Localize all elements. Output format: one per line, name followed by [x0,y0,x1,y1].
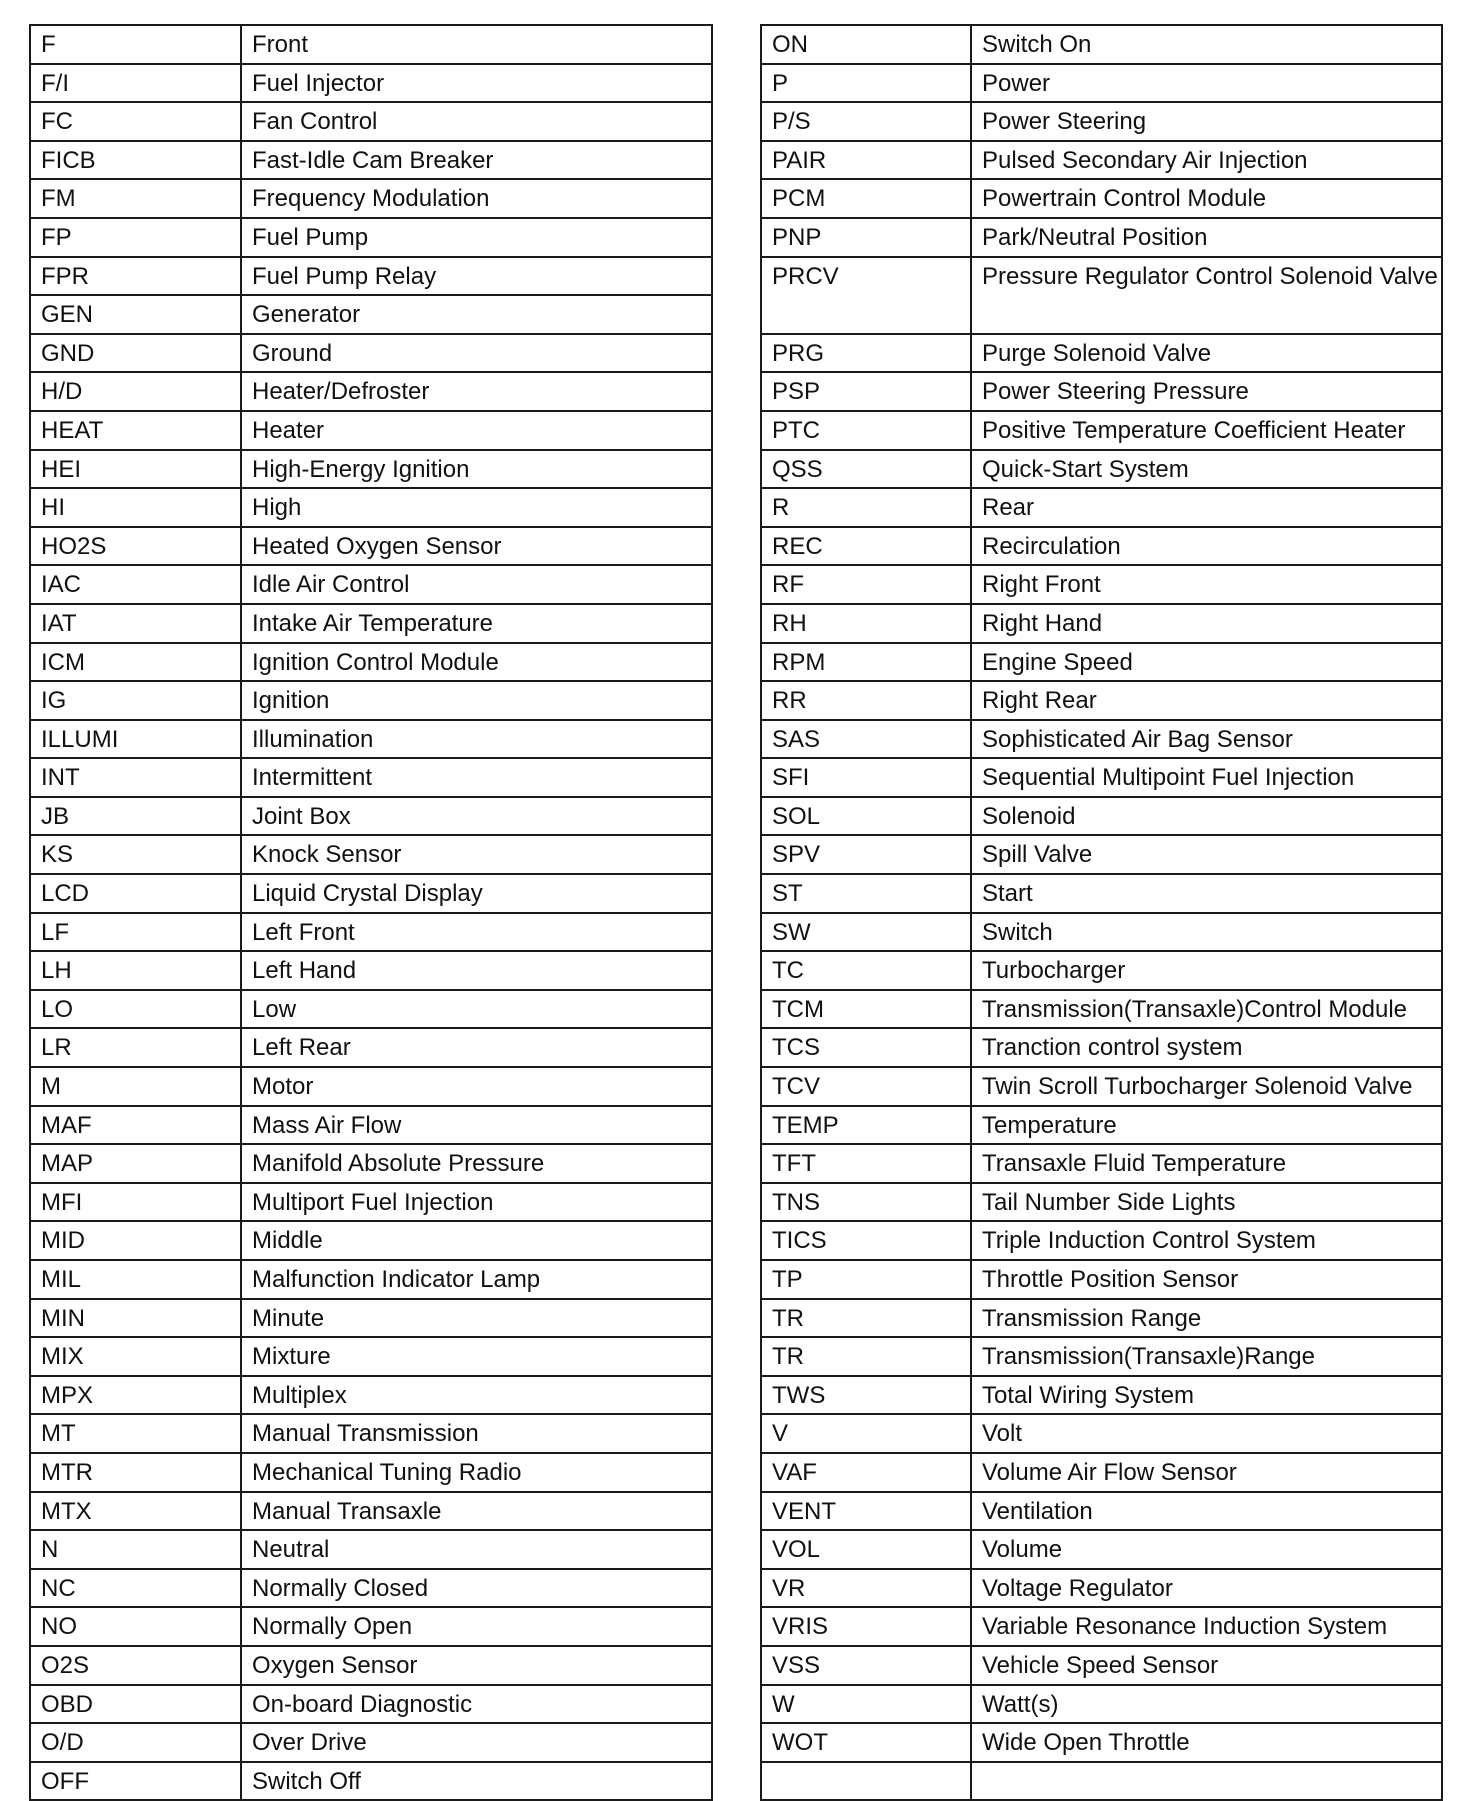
abbreviation-code: TFT [761,1144,971,1183]
table-row [761,604,1442,643]
table-row [761,372,1442,411]
table-row [761,1607,1442,1646]
abbreviation-code: HO2S [30,527,241,566]
abbreviation-meaning: Motor [241,1067,712,1106]
abbreviation-meaning: Normally Open [241,1607,712,1646]
abbreviation-meaning: Multiplex [241,1376,712,1415]
abbreviation-meaning: Ignition Control Module [241,643,712,682]
table-row [761,643,1442,682]
abbreviation-code: PNP [761,218,971,257]
abbreviation-code: VOL [761,1530,971,1569]
table-row [30,1376,712,1415]
abbreviation-code: OFF [30,1762,241,1801]
abbreviation-table-left-body [30,25,712,1800]
table-row [761,835,1442,874]
abbreviation-code: RR [761,681,971,720]
abbreviation-meaning: Purge Solenoid Valve [971,334,1442,373]
table-row [761,141,1442,180]
abbreviation-meaning: Turbocharger [971,951,1442,990]
table-row [30,643,712,682]
abbreviation-code: GND [30,334,241,373]
abbreviation-code: TR [761,1299,971,1338]
abbreviation-meaning: Fuel Injector [241,64,712,103]
abbreviation-meaning: Ground [241,334,712,373]
abbreviation-code: F [30,25,241,64]
abbreviation-meaning: Power Steering [971,102,1442,141]
abbreviation-code: PAIR [761,141,971,180]
abbreviation-code: MPX [30,1376,241,1415]
abbreviation-meaning: Fan Control [241,102,712,141]
table-row [30,141,712,180]
abbreviation-code [761,1762,971,1801]
abbreviation-meaning: Sequential Multipoint Fuel Injection [971,758,1442,797]
abbreviation-code: REC [761,527,971,566]
abbreviation-meaning: Joint Box [241,797,712,836]
table-row [761,179,1442,218]
abbreviation-meaning: Frequency Modulation [241,179,712,218]
table-row [30,295,712,334]
table-row [30,450,712,489]
abbreviation-meaning: Power Steering Pressure [971,372,1442,411]
abbreviation-meaning: Pressure Regulator Control Solenoid Valve [971,257,1442,334]
abbreviation-meaning: Throttle Position Sensor [971,1260,1442,1299]
abbreviation-code: F/I [30,64,241,103]
abbreviation-meaning: Right Rear [971,681,1442,720]
abbreviation-code: FC [30,102,241,141]
abbreviation-code: LR [30,1028,241,1067]
table-row [30,1607,712,1646]
table-row [30,1106,712,1145]
abbreviation-code: IAC [30,565,241,604]
table-row [30,797,712,836]
abbreviation-meaning: Switch On [971,25,1442,64]
abbreviation-meaning: Rear [971,488,1442,527]
abbreviation-meaning: Wide Open Throttle [971,1723,1442,1762]
table-row [761,1569,1442,1608]
table-row [761,218,1442,257]
abbreviation-code: TCV [761,1067,971,1106]
abbreviation-code: MT [30,1414,241,1453]
abbreviation-code: FP [30,218,241,257]
abbreviation-code: MTX [30,1492,241,1531]
table-row [761,1414,1442,1453]
abbreviation-meaning: Powertrain Control Module [971,179,1442,218]
abbreviation-meaning: Mass Air Flow [241,1106,712,1145]
abbreviation-meaning: Malfunction Indicator Lamp [241,1260,712,1299]
abbreviation-code: SOL [761,797,971,836]
table-row [30,1028,712,1067]
abbreviation-meaning: Fuel Pump Relay [241,257,712,296]
table-row [30,1530,712,1569]
abbreviation-meaning: Illumination [241,720,712,759]
abbreviation-meaning: Volume [971,1530,1442,1569]
abbreviation-code: P [761,64,971,103]
abbreviation-code: MID [30,1221,241,1260]
abbreviation-code: PCM [761,179,971,218]
table-row [30,527,712,566]
table-row [761,1221,1442,1260]
table-row [30,1260,712,1299]
table-row [761,1337,1442,1376]
abbreviation-meaning: Generator [241,295,712,334]
abbreviation-meaning: Switch Off [241,1762,712,1801]
abbreviation-code: PRG [761,334,971,373]
table-row [30,1221,712,1260]
abbreviation-code: ILLUMI [30,720,241,759]
abbreviation-code: TEMP [761,1106,971,1145]
abbreviation-code: MFI [30,1183,241,1222]
abbreviation-meaning: Engine Speed [971,643,1442,682]
abbreviation-meaning: Tranction control system [971,1028,1442,1067]
abbreviation-code: MAF [30,1106,241,1145]
table-row [30,1723,712,1762]
table-row [761,64,1442,103]
abbreviation-code: TCS [761,1028,971,1067]
abbreviation-code: R [761,488,971,527]
abbreviation-code: ST [761,874,971,913]
abbreviation-code: VSS [761,1646,971,1685]
abbreviation-meaning: Transaxle Fluid Temperature [971,1144,1442,1183]
abbreviation-meaning: Middle [241,1221,712,1260]
abbreviation-meaning: Twin Scroll Turbocharger Solenoid Valve [971,1067,1442,1106]
table-row [761,1723,1442,1762]
abbreviation-code: PSP [761,372,971,411]
abbreviation-code: FM [30,179,241,218]
abbreviation-code: LO [30,990,241,1029]
table-row [761,1183,1442,1222]
table-row [30,913,712,952]
table-row [761,257,1442,334]
table-row [30,758,712,797]
abbreviation-meaning: Positive Temperature Coefficient Heater [971,411,1442,450]
table-row [761,797,1442,836]
table-row [30,1144,712,1183]
abbreviation-meaning: Start [971,874,1442,913]
abbreviation-code: RH [761,604,971,643]
abbreviation-code: NO [30,1607,241,1646]
abbreviation-meaning: Liquid Crystal Display [241,874,712,913]
abbreviation-meaning: Heated Oxygen Sensor [241,527,712,566]
table-row [30,1685,712,1724]
abbreviation-table-left [29,24,713,1801]
abbreviation-meaning: Park/Neutral Position [971,218,1442,257]
abbreviation-code: PRCV [761,257,971,334]
table-row [761,913,1442,952]
abbreviation-code: GEN [30,295,241,334]
abbreviation-code: KS [30,835,241,874]
table-row [30,1453,712,1492]
abbreviation-meaning: Transmission(Transaxle)Range [971,1337,1442,1376]
table-row [761,1530,1442,1569]
abbreviation-meaning: Intermittent [241,758,712,797]
table-row [761,488,1442,527]
abbreviation-meaning: Over Drive [241,1723,712,1762]
table-row [30,1067,712,1106]
abbreviation-code: LCD [30,874,241,913]
abbreviation-code: N [30,1530,241,1569]
table-row [30,874,712,913]
table-row [30,25,712,64]
table-row [30,720,712,759]
abbreviation-code: TICS [761,1221,971,1260]
abbreviation-meaning: Ignition [241,681,712,720]
abbreviation-meaning: Neutral [241,1530,712,1569]
abbreviation-meaning: High-Energy Ignition [241,450,712,489]
table-row [30,1414,712,1453]
table-row [30,179,712,218]
table-row [761,1762,1442,1801]
abbreviation-code: O/D [30,1723,241,1762]
table-row [761,990,1442,1029]
table-row [30,604,712,643]
table-row [761,102,1442,141]
table-row [30,411,712,450]
abbreviation-code: VAF [761,1453,971,1492]
abbreviation-code: MIX [30,1337,241,1376]
table-row [761,1106,1442,1145]
table-row [761,951,1442,990]
abbreviation-meaning: Transmission(Transaxle)Control Module [971,990,1442,1029]
abbreviation-code: SPV [761,835,971,874]
abbreviation-code: MIL [30,1260,241,1299]
table-row [761,720,1442,759]
abbreviation-meaning: Volume Air Flow Sensor [971,1453,1442,1492]
abbreviation-code: VR [761,1569,971,1608]
abbreviation-meaning: Multiport Fuel Injection [241,1183,712,1222]
abbreviation-code: NC [30,1569,241,1608]
table-row [30,102,712,141]
table-row [30,372,712,411]
table-row [30,1646,712,1685]
table-row [30,1337,712,1376]
abbreviation-meaning: Tail Number Side Lights [971,1183,1442,1222]
abbreviation-code: MTR [30,1453,241,1492]
abbreviation-meaning: Mixture [241,1337,712,1376]
abbreviation-meaning: Heater [241,411,712,450]
abbreviation-meaning: Recirculation [971,527,1442,566]
abbreviation-meaning: Idle Air Control [241,565,712,604]
table-row [30,64,712,103]
table-row [761,1646,1442,1685]
table-row [30,835,712,874]
table-row [761,565,1442,604]
table-row [30,565,712,604]
abbreviation-code: OBD [30,1685,241,1724]
table-row [30,990,712,1029]
abbreviation-code: SFI [761,758,971,797]
table-row [30,488,712,527]
abbreviation-code: ON [761,25,971,64]
abbreviation-code: MIN [30,1299,241,1338]
abbreviation-meaning: Normally Closed [241,1569,712,1608]
abbreviation-code: MAP [30,1144,241,1183]
table-row [761,25,1442,64]
table-row [30,951,712,990]
abbreviation-code: LH [30,951,241,990]
abbreviation-code: TP [761,1260,971,1299]
abbreviation-meaning: Quick-Start System [971,450,1442,489]
table-row [761,411,1442,450]
abbreviation-code: VRIS [761,1607,971,1646]
abbreviation-meaning: Oxygen Sensor [241,1646,712,1685]
abbreviation-code: TC [761,951,971,990]
abbreviation-meaning: On-board Diagnostic [241,1685,712,1724]
table-row [761,681,1442,720]
abbreviation-code: IG [30,681,241,720]
abbreviation-code: IAT [30,604,241,643]
table-row [761,1492,1442,1531]
abbreviation-meaning: Switch [971,913,1442,952]
abbreviation-code: PTC [761,411,971,450]
abbreviation-table-right-body [761,25,1442,1800]
table-row [761,1299,1442,1338]
abbreviation-meaning: Manual Transmission [241,1414,712,1453]
table-row [761,1144,1442,1183]
table-row [761,758,1442,797]
abbreviation-code: FPR [30,257,241,296]
abbreviation-code: M [30,1067,241,1106]
abbreviation-code: SAS [761,720,971,759]
abbreviation-meaning: High [241,488,712,527]
table-row [761,1453,1442,1492]
abbreviation-meaning: Intake Air Temperature [241,604,712,643]
abbreviation-meaning: Minute [241,1299,712,1338]
table-row [30,1569,712,1608]
table-row [761,874,1442,913]
abbreviation-meaning: Transmission Range [971,1299,1442,1338]
abbreviation-code: LF [30,913,241,952]
abbreviation-code: RF [761,565,971,604]
abbreviation-meaning: Sophisticated Air Bag Sensor [971,720,1442,759]
abbreviation-code: HEAT [30,411,241,450]
table-row [30,334,712,373]
abbreviation-meaning: Manifold Absolute Pressure [241,1144,712,1183]
abbreviation-meaning: Mechanical Tuning Radio [241,1453,712,1492]
abbreviation-meaning: Vehicle Speed Sensor [971,1646,1442,1685]
abbreviation-code: HEI [30,450,241,489]
abbreviation-code: TWS [761,1376,971,1415]
abbreviation-code: RPM [761,643,971,682]
abbreviation-code: W [761,1685,971,1724]
abbreviation-meaning: Heater/Defroster [241,372,712,411]
abbreviation-code: H/D [30,372,241,411]
abbreviation-code: WOT [761,1723,971,1762]
abbreviation-meaning: Volt [971,1414,1442,1453]
abbreviation-meaning: Right Front [971,565,1442,604]
abbreviation-meaning: Ventilation [971,1492,1442,1531]
table-row [761,1685,1442,1724]
abbreviation-meaning: Temperature [971,1106,1442,1145]
abbreviation-meaning: Triple Induction Control System [971,1221,1442,1260]
table-row [761,1067,1442,1106]
abbreviation-meaning: Fuel Pump [241,218,712,257]
abbreviation-meaning: Low [241,990,712,1029]
abbreviation-meaning: Voltage Regulator [971,1569,1442,1608]
abbreviation-code: O2S [30,1646,241,1685]
table-row [30,1183,712,1222]
table-row [761,334,1442,373]
abbreviation-meaning: Knock Sensor [241,835,712,874]
table-row [761,1028,1442,1067]
table-row [761,1376,1442,1415]
abbreviation-code: FICB [30,141,241,180]
abbreviation-code: SW [761,913,971,952]
abbreviation-code: V [761,1414,971,1453]
abbreviation-code: P/S [761,102,971,141]
abbreviation-code: TCM [761,990,971,1029]
table-row [30,218,712,257]
abbreviation-meaning: Variable Resonance Induction System [971,1607,1442,1646]
abbreviation-meaning: Spill Valve [971,835,1442,874]
abbreviation-code: INT [30,758,241,797]
abbreviation-meaning: Total Wiring System [971,1376,1442,1415]
abbreviation-meaning: Fast-Idle Cam Breaker [241,141,712,180]
abbreviation-code: JB [30,797,241,836]
table-row [30,1762,712,1801]
abbreviation-code: TR [761,1337,971,1376]
abbreviation-code: ICM [30,643,241,682]
abbreviation-meaning: Front [241,25,712,64]
abbreviation-table-right [760,24,1443,1801]
table-row [30,257,712,296]
abbreviation-meaning: Watt(s) [971,1685,1442,1724]
abbreviation-code: TNS [761,1183,971,1222]
abbreviation-meaning: Right Hand [971,604,1442,643]
table-row [761,450,1442,489]
abbreviation-meaning: Left Hand [241,951,712,990]
table-row [761,527,1442,566]
table-row [30,681,712,720]
table-row [30,1299,712,1338]
abbreviation-code: QSS [761,450,971,489]
abbreviation-code: VENT [761,1492,971,1531]
abbreviation-meaning: Power [971,64,1442,103]
abbreviation-meaning: Left Front [241,913,712,952]
table-row [761,1260,1442,1299]
abbreviation-meaning [971,1762,1442,1801]
abbreviation-meaning: Left Rear [241,1028,712,1067]
abbreviation-meaning: Solenoid [971,797,1442,836]
abbreviation-code: HI [30,488,241,527]
table-row [30,1492,712,1531]
abbreviation-meaning: Manual Transaxle [241,1492,712,1531]
abbreviation-meaning: Pulsed Secondary Air Injection [971,141,1442,180]
